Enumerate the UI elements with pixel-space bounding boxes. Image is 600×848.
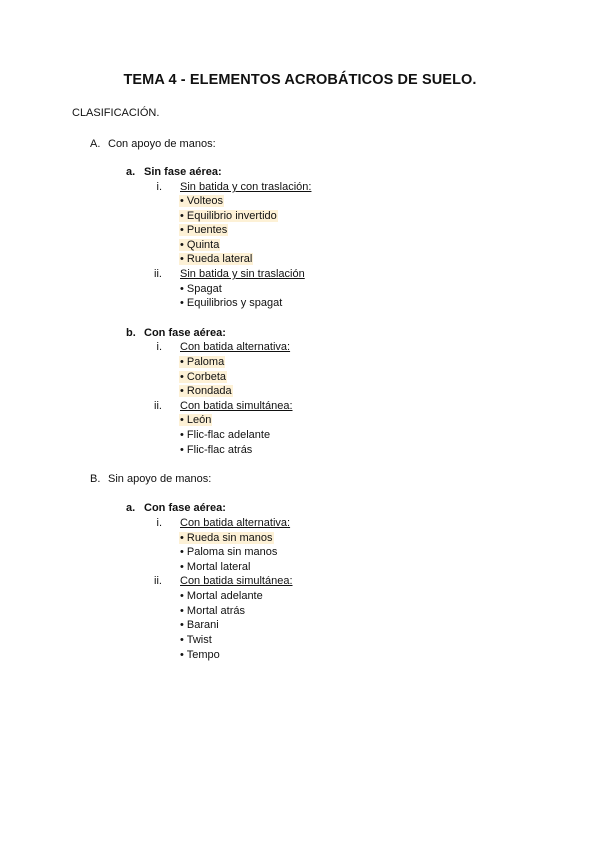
list-item: • Rueda sin manos [180,532,273,544]
section-a-label: Con apoyo de manos: [108,138,216,150]
list-item: • Equilibrios y spagat [180,297,283,309]
list-item: • Spagat [180,283,222,295]
subsection-ab-letter: b. [126,327,136,339]
list-item: • Flic-flac adelante [180,429,271,441]
category-numeral: ii. [154,268,162,280]
section-a-letter: A. [90,138,101,150]
category-numeral: i. [156,181,162,193]
category-numeral: ii. [154,575,162,587]
page-title: TEMA 4 - ELEMENTOS ACROBÁTICOS DE SUELO. [123,72,477,88]
list-item: • Paloma sin manos [180,546,278,558]
subsection-aa-label: Sin fase aérea: [144,166,222,178]
list-item: • Equilibrio invertido [180,210,277,222]
list-item: • Puentes [180,224,228,236]
classification-heading: CLASIFICACIÓN. [72,107,160,119]
list-item: • León [180,414,212,426]
category-label: Sin batida y con traslación: [180,181,312,193]
list-item: • Mortal lateral [180,561,251,573]
list-item: • Barani [180,619,219,631]
category-label: Con batida alternativa: [180,341,291,353]
list-item: • Flic-flac atrás [180,444,253,456]
list-item: • Mortal adelante [180,590,263,602]
list-item: • Rondada [180,385,232,397]
list-item: • Mortal atrás [180,605,245,617]
subsection-ba-label: Con fase aérea: [144,502,226,514]
subsection-ab-label: Con fase aérea: [144,327,226,339]
list-item: • Twist [180,634,212,646]
list-item: • Corbeta [180,371,227,383]
section-b-label: Sin apoyo de manos: [108,473,212,485]
category-label: Sin batida y sin traslación [180,268,305,280]
subsection-ba-letter: a. [126,502,136,514]
category-numeral: i. [156,341,162,353]
category-label: Con batida alternativa: [180,517,291,529]
section-b-letter: B. [90,473,101,485]
list-item: • Volteos [180,195,223,207]
category-label: Con batida simultánea: [180,575,293,587]
category-label: Con batida simultánea: [180,400,293,412]
list-item: • Rueda lateral [180,253,253,265]
category-numeral: ii. [154,400,162,412]
list-item: • Quinta [180,239,220,251]
list-item: • Tempo [180,649,220,661]
subsection-aa-letter: a. [126,166,136,178]
list-item: • Paloma [180,356,225,368]
category-numeral: i. [156,517,162,529]
